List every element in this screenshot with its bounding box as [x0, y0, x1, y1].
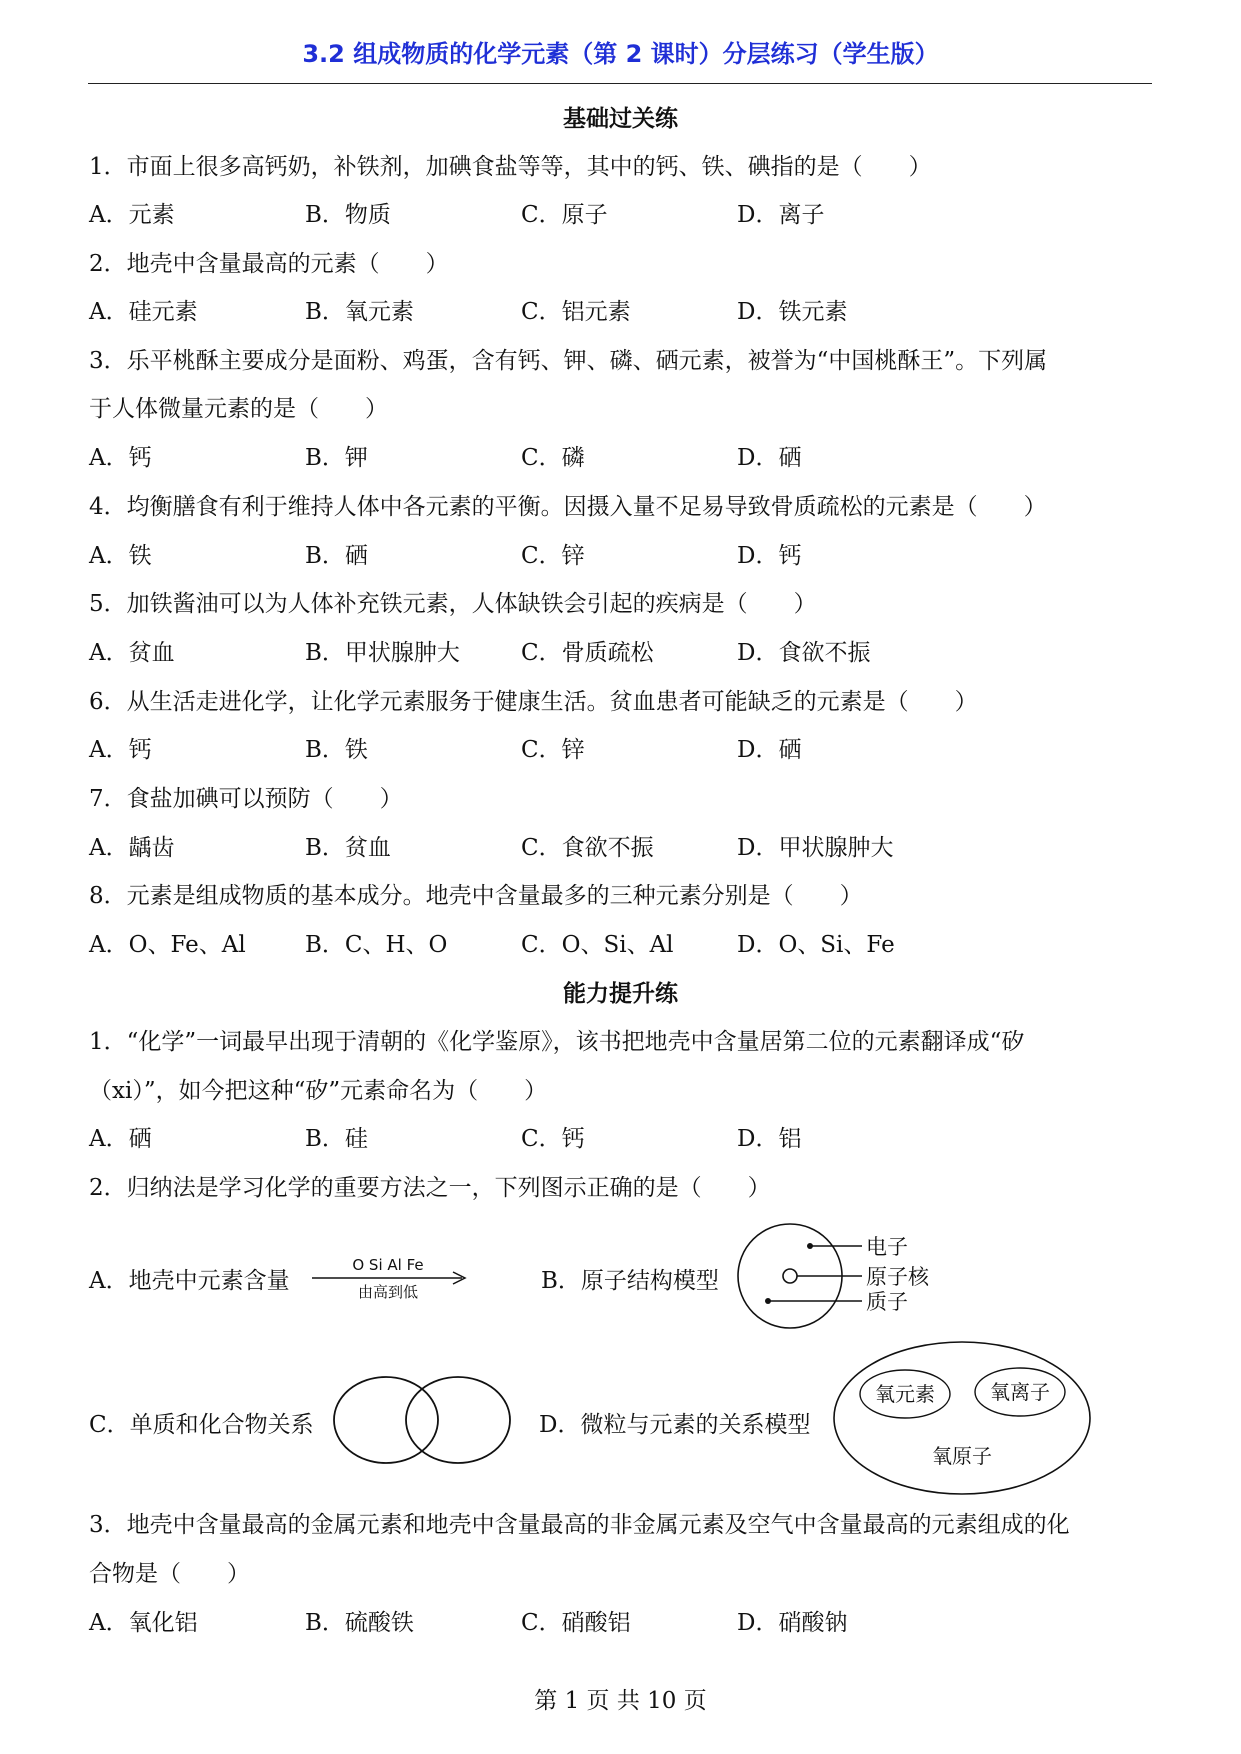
- option-row: [89, 439, 1089, 469]
- option-b[interactable]: B．C、H、O: [305, 932, 448, 958]
- question-stem: 1．市面上很多高钙奶，补铁剂，加碘食盐等等，其中的钙、铁、碘指的是（ ）: [89, 154, 932, 180]
- option-b-label[interactable]: B．原子结构模型: [541, 1268, 719, 1294]
- option-b[interactable]: B．硒: [305, 543, 368, 569]
- arrow-top-label: O Si Al Fe: [352, 1256, 424, 1274]
- question-stem: 8．元素是组成物质的基本成分。地壳中含量最多的三种元素分别是（ ）: [89, 883, 863, 909]
- question-stem: 7．食盐加碘可以预防（ ）: [89, 786, 403, 812]
- label-oxygen-element: 氧元素: [875, 1382, 935, 1406]
- label-proton: 质子: [866, 1290, 908, 1314]
- option-a[interactable]: A．钙: [89, 445, 152, 471]
- option-a[interactable]: A．氧化铝: [89, 1610, 198, 1636]
- question-stem: 3．地壳中含量最高的金属元素和地壳中含量最高的非金属元素及空气中含量最高的元素组成的化: [89, 1512, 1070, 1538]
- venn-diagram-figure: [328, 1370, 518, 1470]
- option-a[interactable]: A．硒: [89, 1126, 152, 1152]
- option-b[interactable]: B．硅: [305, 1126, 368, 1152]
- question-stem: 3．乐平桃酥主要成分是面粉、鸡蛋，含有钙、钾、磷、硒元素，被誉为“中国桃酥王”。下列属: [89, 348, 1048, 374]
- option-row: [89, 829, 1089, 859]
- question-stem: 2．地壳中含量最高的元素（ ）: [89, 251, 449, 277]
- option-c[interactable]: C．硝酸铝: [521, 1610, 631, 1636]
- option-d[interactable]: D．食欲不振: [737, 640, 871, 666]
- outer-ellipse: [834, 1342, 1090, 1494]
- page-footer: 第 1 页 共 10 页: [534, 1688, 707, 1714]
- option-b[interactable]: B．硫酸铁: [305, 1610, 414, 1636]
- question-stem-continued: 于人体微量元素的是（ ）: [89, 396, 388, 422]
- option-a[interactable]: A．硅元素: [89, 299, 198, 325]
- option-row: [89, 1604, 1089, 1634]
- option-d[interactable]: D．硒: [737, 737, 802, 763]
- option-a[interactable]: A．O、Fe、Al: [89, 932, 246, 958]
- option-d[interactable]: D．钙: [737, 543, 802, 569]
- option-a[interactable]: A．龋齿: [89, 835, 175, 861]
- option-row: [89, 1120, 1089, 1150]
- option-d[interactable]: D．离子: [737, 202, 825, 228]
- option-a[interactable]: A．元素: [89, 202, 175, 228]
- option-d[interactable]: D．O、Si、Fe: [737, 932, 895, 958]
- option-a[interactable]: A．钙: [89, 737, 152, 763]
- question-stem: 4．均衡膳食有利于维持人体中各元素的平衡。因摄入量不足易导致骨质疏松的元素是（ ）: [89, 494, 1047, 520]
- option-c[interactable]: C．O、Si、Al: [521, 932, 674, 958]
- option-row: [89, 634, 1089, 664]
- option-c[interactable]: C．骨质疏松: [521, 640, 654, 666]
- option-b[interactable]: B．钾: [305, 445, 368, 471]
- option-d[interactable]: D．铁元素: [737, 299, 848, 325]
- option-b[interactable]: B．甲状腺肿大: [305, 640, 460, 666]
- option-c[interactable]: C．铝元素: [521, 299, 631, 325]
- label-oxygen-ion: 氧离子: [990, 1380, 1050, 1404]
- question-stem: 6．从生活走进化学，让化学元素服务于健康生活。贫血患者可能缺乏的元素是（ ）: [89, 689, 978, 715]
- section-title-advanced: 能力提升练: [563, 981, 678, 1007]
- option-c[interactable]: C．食欲不振: [521, 835, 654, 861]
- question-stem: 5．加铁酱油可以为人体补充铁元素，人体缺铁会引起的疾病是（ ）: [89, 591, 817, 617]
- option-b[interactable]: B．贫血: [305, 835, 391, 861]
- option-row: [89, 196, 1089, 226]
- question-stem-continued: （xi）”，如今把这种“矽”元素命名为（ ）: [89, 1078, 548, 1104]
- option-c[interactable]: C．钙: [521, 1126, 585, 1152]
- option-b[interactable]: B．物质: [305, 202, 391, 228]
- element-order-arrow-figure: [310, 1250, 470, 1306]
- option-c[interactable]: C．原子: [521, 202, 608, 228]
- question-stem: 2．归纳法是学习化学的重要方法之一，下列图示正确的是（ ）: [89, 1175, 771, 1201]
- option-b[interactable]: B．氧元素: [305, 299, 414, 325]
- option-a[interactable]: A．贫血: [89, 640, 175, 666]
- option-d[interactable]: D．硝酸钠: [737, 1610, 848, 1636]
- header-divider: [88, 83, 1152, 84]
- option-d[interactable]: D．硒: [737, 445, 802, 471]
- option-row: [89, 926, 1089, 956]
- page-header-title: 3.2 组成物质的化学元素（第 2 课时）分层练习（学生版）: [302, 40, 939, 68]
- label-nucleus: 原子核: [866, 1265, 929, 1289]
- option-a-label[interactable]: A．地壳中元素含量: [89, 1268, 290, 1294]
- option-d-label[interactable]: D．微粒与元素的关系模型: [539, 1412, 811, 1438]
- option-a[interactable]: A．铁: [89, 543, 152, 569]
- option-c[interactable]: C．锌: [521, 737, 585, 763]
- section-title-basic: 基础过关练: [563, 106, 678, 132]
- question-stem: 1．“化学”一词最早出现于清朝的《化学鉴原》，该书把地壳中含量居第二位的元素翻译成“矽: [89, 1029, 1025, 1055]
- particle-element-figure: [830, 1338, 1100, 1498]
- option-c[interactable]: C．磷: [521, 445, 585, 471]
- arrow-bottom-label: 由高到低: [357, 1283, 419, 1301]
- label-oxygen-atom: 氧原子: [932, 1444, 992, 1468]
- nucleus-circle: [783, 1269, 797, 1283]
- venn-left-circle: [334, 1377, 438, 1463]
- atom-structure-figure: [730, 1220, 940, 1340]
- venn-right-circle: [406, 1377, 510, 1463]
- option-c[interactable]: C．锌: [521, 543, 585, 569]
- label-electron: 电子: [866, 1235, 908, 1259]
- option-d[interactable]: D．甲状腺肿大: [737, 835, 894, 861]
- option-row: [89, 731, 1089, 761]
- option-d[interactable]: D．铝: [737, 1126, 802, 1152]
- option-c-label[interactable]: C．单质和化合物关系: [89, 1412, 314, 1438]
- option-b[interactable]: B．铁: [305, 737, 368, 763]
- option-row: [89, 293, 1089, 323]
- option-row: [89, 537, 1089, 567]
- question-stem-continued: 合物是（ ）: [89, 1561, 250, 1587]
